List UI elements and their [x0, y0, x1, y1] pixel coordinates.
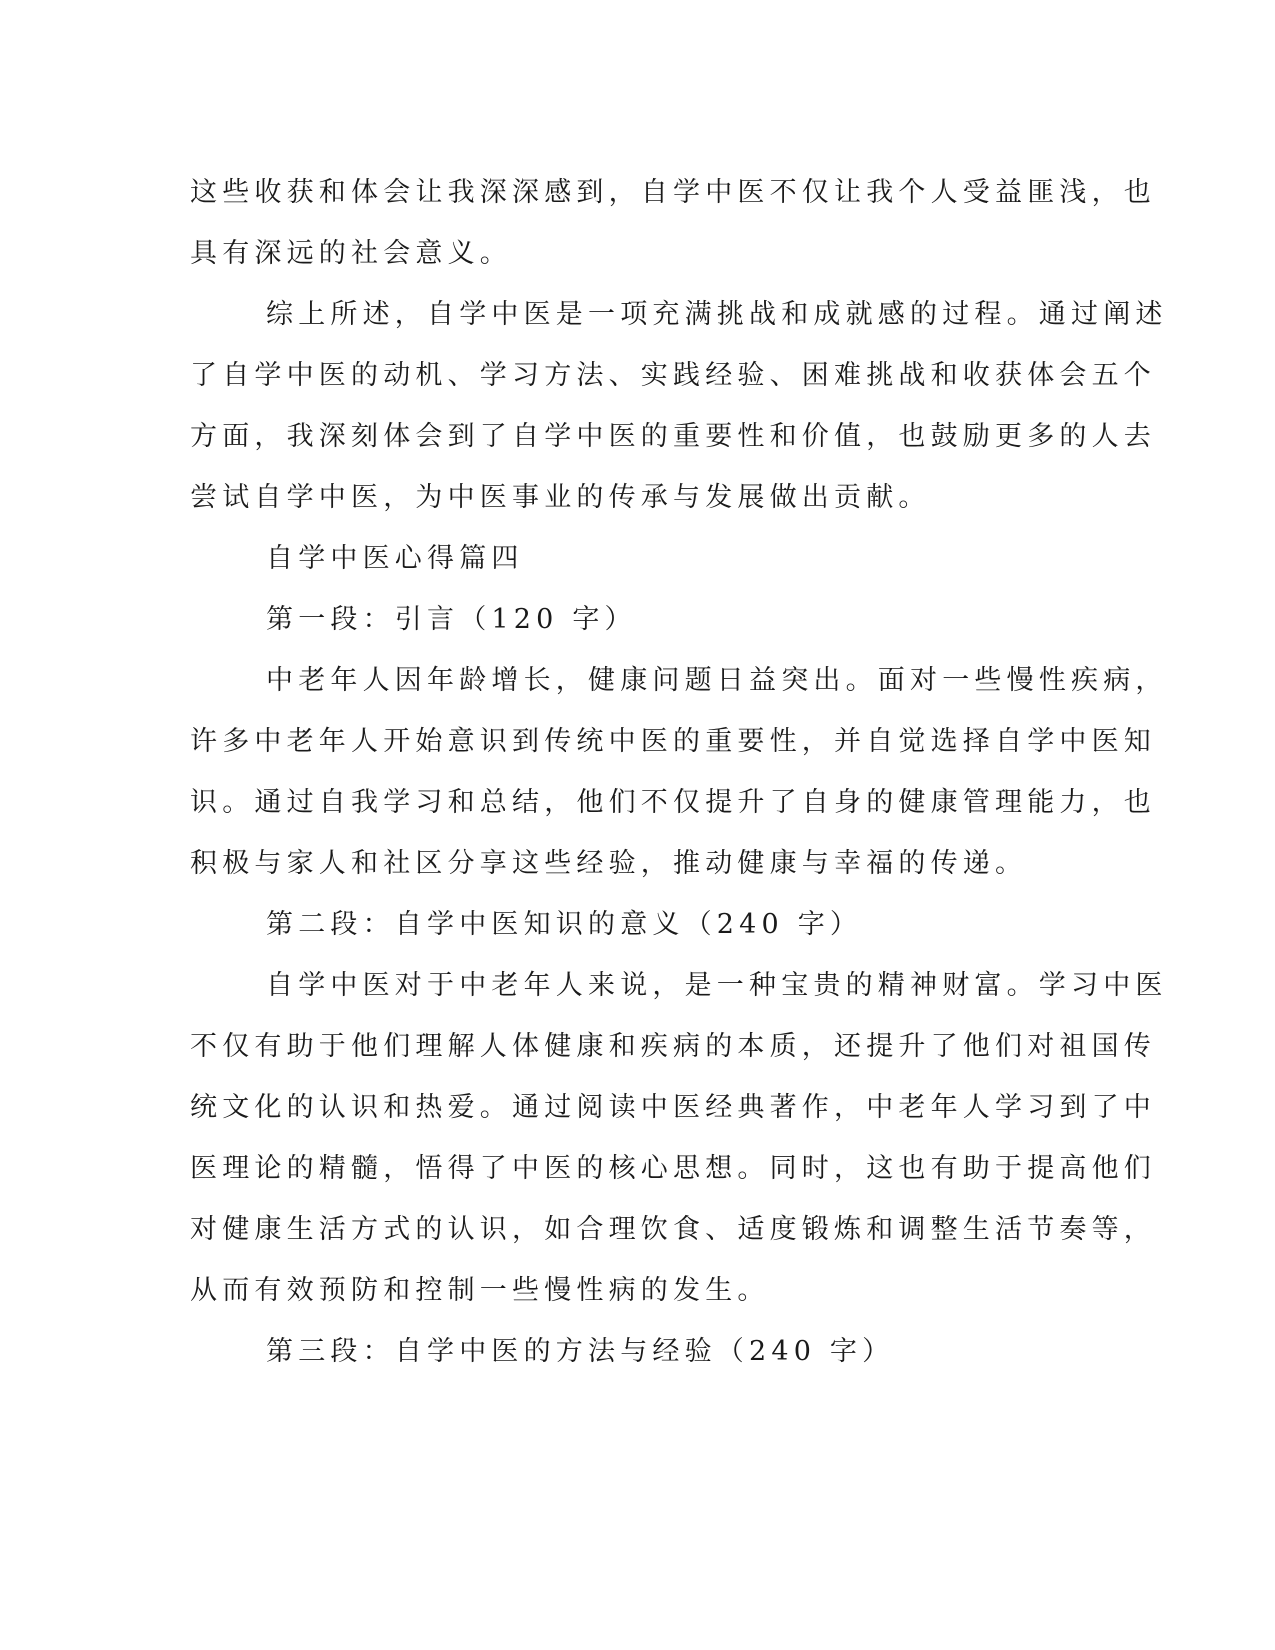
- text-line: 自学中医对于中老年人来说，是一种宝贵的精神财富。学习中医: [266, 970, 1168, 1001]
- text-line: 综上所述，自学中医是一项充满挑战和成就感的过程。通过阐述: [266, 299, 1168, 330]
- text-line: 对健康生活方式的认识，如合理饮食、适度锻炼和调整生活节奏等，: [190, 1214, 1156, 1245]
- text-line: 中老年人因年龄增长，健康问题日益突出。面对一些慢性疾病，: [266, 665, 1168, 696]
- text-line: 不仅有助于他们理解人体健康和疾病的本质，还提升了他们对祖国传: [190, 1031, 1156, 1062]
- text-line: 积极与家人和社区分享这些经验，推动健康与幸福的传递。: [190, 848, 1028, 879]
- section-heading: 第一段：引言（120 字）: [266, 604, 637, 635]
- section-heading: 第三段：自学中医的方法与经验（240 字）: [266, 1336, 895, 1367]
- text-line: 这些收获和体会让我深深感到，自学中医不仅让我个人受益匪浅，也: [190, 177, 1156, 208]
- document-body: [190, 162, 1168, 1382]
- text-line: 医理论的精髓，悟得了中医的核心思想。同时，这也有助于提高他们: [190, 1153, 1156, 1184]
- text-line: 从而有效预防和控制一些慢性病的发生。: [190, 1275, 770, 1306]
- text-line: 识。通过自我学习和总结，他们不仅提升了自身的健康管理能力，也: [190, 787, 1156, 818]
- text-line: 了自学中医的动机、学习方法、实践经验、困难挑战和收获体会五个: [190, 360, 1156, 391]
- text-line: 方面，我深刻体会到了自学中医的重要性和价值，也鼓励更多的人去: [190, 421, 1156, 452]
- text-line: 具有深远的社会意义。: [190, 238, 512, 269]
- text-line: 许多中老年人开始意识到传统中医的重要性，并自觉选择自学中医知: [190, 726, 1156, 757]
- section-title: 自学中医心得篇四: [266, 543, 524, 574]
- text-line: 统文化的认识和热爱。通过阅读中医经典著作，中老年人学习到了中: [190, 1092, 1156, 1123]
- section-heading: 第二段：自学中医知识的意义（240 字）: [266, 909, 863, 940]
- text-line: 尝试自学中医，为中医事业的传承与发展做出贡献。: [190, 482, 931, 513]
